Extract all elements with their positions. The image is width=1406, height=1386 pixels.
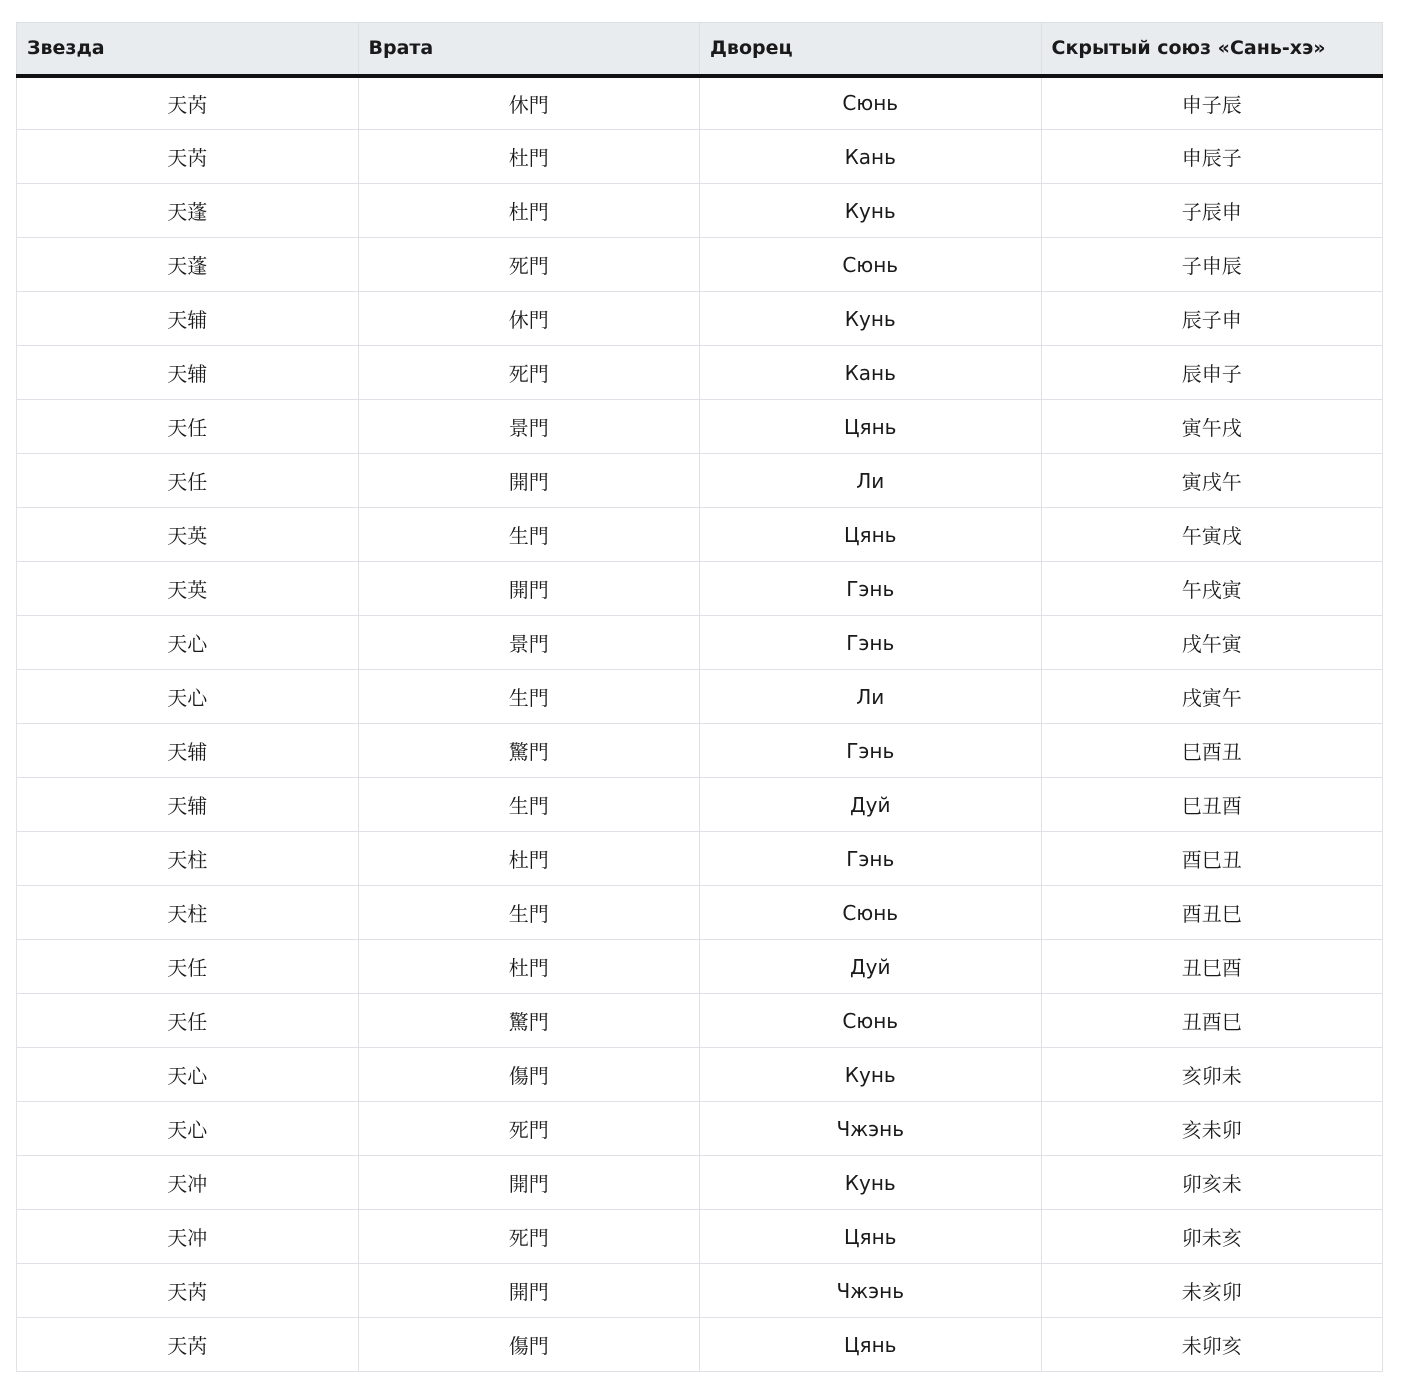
cell-gate: 開門 [358,562,700,616]
cell-palace: Сюнь [700,886,1042,940]
cell-hidden-union: 申子辰 [1041,76,1383,130]
cell-star: 天心 [17,1048,359,1102]
table-row [17,400,1383,454]
cell-hidden-union: 子申辰 [1041,238,1383,292]
cell-palace: Сюнь [700,238,1042,292]
header-star: Звезда [17,23,359,76]
cell-gate: 生門 [358,778,700,832]
cell-palace: Цянь [700,1318,1042,1372]
table-row [17,76,1383,130]
cell-gate: 死門 [358,1102,700,1156]
table-row [17,940,1383,994]
cell-star: 天冲 [17,1156,359,1210]
cell-star: 天英 [17,562,359,616]
table-row [17,238,1383,292]
cell-palace: Кунь [700,1048,1042,1102]
cell-star: 天任 [17,454,359,508]
cell-hidden-union: 戌午寅 [1041,616,1383,670]
cell-gate: 景門 [358,616,700,670]
cell-star: 天任 [17,400,359,454]
cell-palace: Гэнь [700,724,1042,778]
cell-hidden-union: 子辰申 [1041,184,1383,238]
cell-palace: Кунь [700,184,1042,238]
cell-hidden-union: 巳丑酉 [1041,778,1383,832]
cell-palace: Чжэнь [700,1264,1042,1318]
table-row [17,670,1383,724]
cell-star: 天芮 [17,1264,359,1318]
cell-gate: 開門 [358,454,700,508]
cell-hidden-union: 未卯亥 [1041,1318,1383,1372]
cell-gate: 傷門 [358,1318,700,1372]
cell-star: 天辅 [17,724,359,778]
cell-hidden-union: 午寅戌 [1041,508,1383,562]
cell-star: 天英 [17,508,359,562]
table-row [17,130,1383,184]
table-row [17,1318,1383,1372]
cell-gate: 杜門 [358,832,700,886]
table-row [17,508,1383,562]
cell-hidden-union: 午戌寅 [1041,562,1383,616]
cell-star: 天柱 [17,832,359,886]
cell-star: 天芮 [17,1318,359,1372]
cell-star: 天辅 [17,346,359,400]
cell-palace: Гэнь [700,562,1042,616]
cell-star: 天辅 [17,778,359,832]
cell-gate: 死門 [358,1210,700,1264]
cell-palace: Гэнь [700,832,1042,886]
cell-hidden-union: 申辰子 [1041,130,1383,184]
cell-hidden-union: 辰申子 [1041,346,1383,400]
cell-palace: Сюнь [700,994,1042,1048]
table-row [17,454,1383,508]
cell-hidden-union: 戌寅午 [1041,670,1383,724]
cell-hidden-union: 亥未卯 [1041,1102,1383,1156]
cell-gate: 景門 [358,400,700,454]
cell-gate: 休門 [358,76,700,130]
cell-gate: 死門 [358,346,700,400]
cell-palace: Кунь [700,1156,1042,1210]
table-row [17,724,1383,778]
cell-palace: Дуй [700,778,1042,832]
cell-gate: 生門 [358,886,700,940]
table-row [17,292,1383,346]
cell-hidden-union: 卯亥未 [1041,1156,1383,1210]
table-body [17,76,1383,1372]
header-palace: Дворец [700,23,1042,76]
cell-gate: 休門 [358,292,700,346]
cell-gate: 驚門 [358,724,700,778]
cell-gate: 生門 [358,508,700,562]
cell-star: 天心 [17,670,359,724]
cell-gate: 開門 [358,1264,700,1318]
table-row [17,184,1383,238]
cell-hidden-union: 寅戌午 [1041,454,1383,508]
cell-palace: Кунь [700,292,1042,346]
table-row [17,886,1383,940]
cell-gate: 驚門 [358,994,700,1048]
table-row [17,1048,1383,1102]
cell-palace: Гэнь [700,616,1042,670]
cell-hidden-union: 酉巳丑 [1041,832,1383,886]
table-row [17,1102,1383,1156]
table-row [17,562,1383,616]
table-row [17,1156,1383,1210]
cell-hidden-union: 巳酉丑 [1041,724,1383,778]
table-row [17,616,1383,670]
cell-palace: Ли [700,670,1042,724]
cell-hidden-union: 丑酉巳 [1041,994,1383,1048]
table-row [17,832,1383,886]
cell-hidden-union: 丑巳酉 [1041,940,1383,994]
san-he-table [16,22,1383,1372]
cell-palace: Кань [700,346,1042,400]
cell-hidden-union: 未亥卯 [1041,1264,1383,1318]
cell-gate: 杜門 [358,130,700,184]
table-row [17,1264,1383,1318]
cell-gate: 生門 [358,670,700,724]
cell-gate: 杜門 [358,940,700,994]
cell-palace: Чжэнь [700,1102,1042,1156]
table-row [17,778,1383,832]
cell-star: 天心 [17,616,359,670]
cell-palace: Цянь [700,1210,1042,1264]
cell-palace: Дуй [700,940,1042,994]
cell-hidden-union: 酉丑巳 [1041,886,1383,940]
cell-hidden-union: 寅午戌 [1041,400,1383,454]
cell-palace: Цянь [700,400,1042,454]
cell-star: 天任 [17,994,359,1048]
cell-star: 天蓬 [17,238,359,292]
cell-gate: 傷門 [358,1048,700,1102]
table-row [17,1210,1383,1264]
cell-star: 天柱 [17,886,359,940]
cell-palace: Ли [700,454,1042,508]
cell-star: 天冲 [17,1210,359,1264]
header-hidden-union: Скрытый союз «Сань-хэ» [1041,23,1383,76]
cell-star: 天芮 [17,130,359,184]
table-header [17,23,1383,76]
cell-palace: Цянь [700,508,1042,562]
cell-hidden-union: 卯未亥 [1041,1210,1383,1264]
header-row [17,23,1383,76]
cell-palace: Сюнь [700,76,1042,130]
cell-star: 天蓬 [17,184,359,238]
cell-gate: 杜門 [358,184,700,238]
cell-gate: 開門 [358,1156,700,1210]
header-gate: Врата [358,23,700,76]
cell-star: 天辅 [17,292,359,346]
cell-star: 天任 [17,940,359,994]
cell-star: 天芮 [17,76,359,130]
table-row [17,994,1383,1048]
table-container [16,22,1382,1372]
cell-palace: Кань [700,130,1042,184]
cell-hidden-union: 亥卯未 [1041,1048,1383,1102]
table-row [17,346,1383,400]
cell-star: 天心 [17,1102,359,1156]
cell-hidden-union: 辰子申 [1041,292,1383,346]
cell-gate: 死門 [358,238,700,292]
